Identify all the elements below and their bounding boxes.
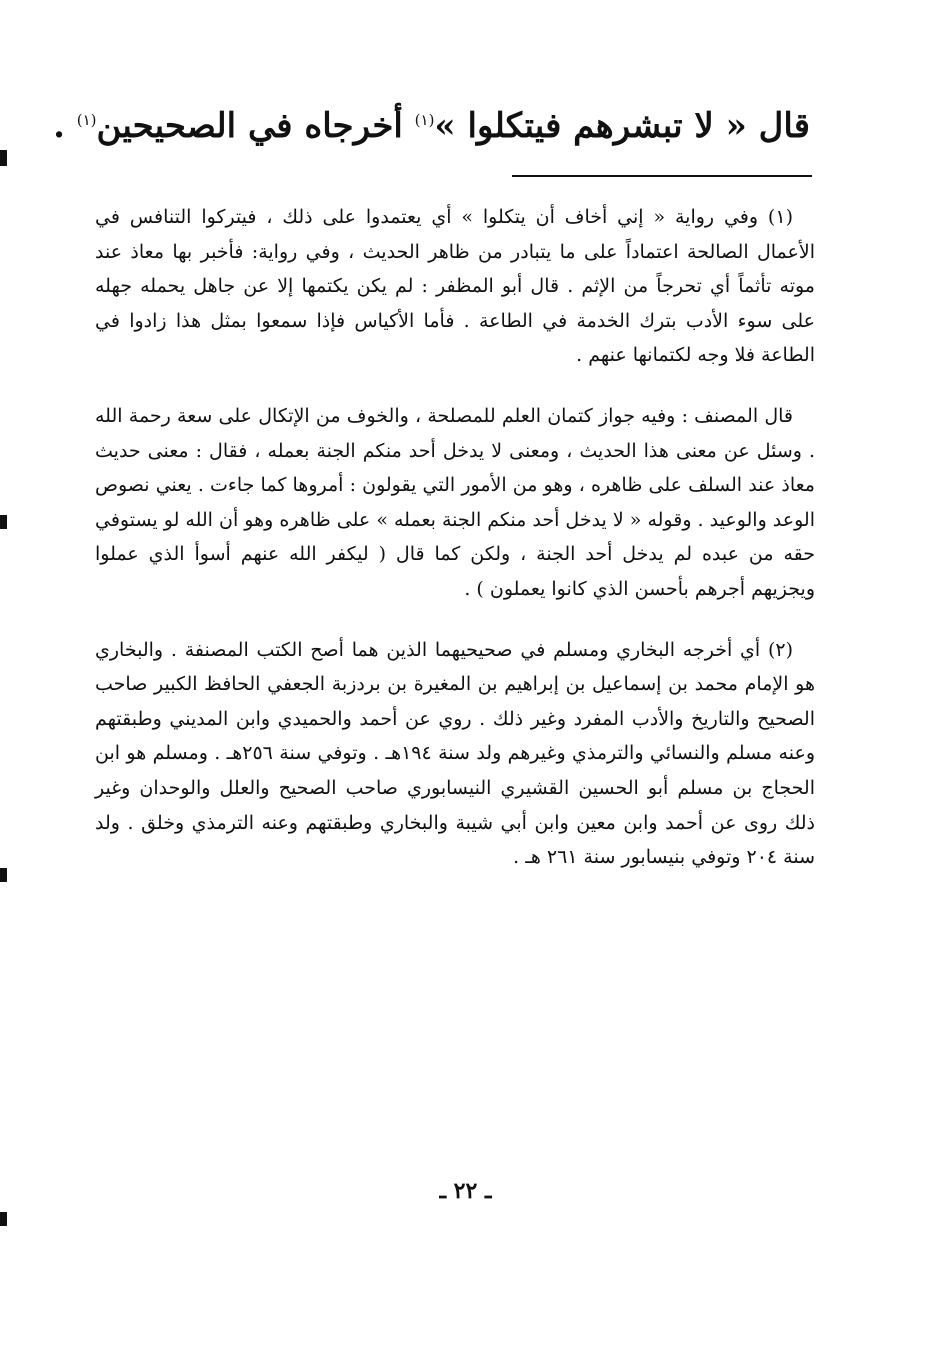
footnote-ref-2: (١) — [76, 111, 97, 129]
scan-edge-mark — [0, 515, 7, 529]
heading-text-part1: قال « لا تبشرهم فيتكلوا » — [434, 106, 810, 146]
footnote-separator — [512, 175, 812, 177]
footnote-1: (١) وفي رواية « إني أخاف أن يتكلوا » أي يعتمدوا على ذلك ، فيتركوا التنافس في الأعمال الصالحة اعتماداً على ما يتبادر من ظاهر الحديث ، وفي رواية: فأخبر بها معاذ عند موته تأثماً أي تحرجاً من الإثم . قال أبو المظفر : لم يكن يكتمها إلا عن جاهل يحمله جهله على سوء الأدب بترك الخدمة في الطاعة . فأما الأكياس فإذا سمعوا بمثل هذا زادوا في الطاعة فلا وجه لكتمانها عنهم . — [95, 206, 815, 367]
footnote-ref-1: (١) — [414, 111, 435, 129]
paragraph-gap — [95, 373, 815, 399]
scan-edge-mark — [0, 868, 7, 882]
paragraph-gap — [95, 607, 815, 633]
heading-text-part2: أخرجاه في الصحيحين — [96, 106, 415, 146]
page-number: ـ ٢٢ ـ — [439, 1178, 492, 1204]
hadith-heading — [53, 96, 810, 156]
scan-edge-mark — [0, 150, 7, 166]
footnotes-section — [95, 200, 815, 875]
heading-text-part3: . — [53, 106, 77, 146]
scan-edge-mark — [0, 1212, 7, 1226]
footnote-2: (٢) أي أخرجه البخاري ومسلم في صحيحيهما الذين هما أصح الكتب المصنفة . والبخاري هو الإمام محمد بن إسماعيل بن إبراهيم بن المغيرة بن بردزبة الجعفي الحافظ الكبير صاحب الصحيح والتاريخ والأدب المفرد وغير ذلك . روي عن أحمد والحميدي وابن المديني وطبقتهم وعنه مسلم والنسائي والترمذي وغيرهم ولد سنة ١٩٤هـ . وتوفي سنة ٢٥٦هـ . ومسلم هو ابن الحجاج بن مسلم أبو الحسين القشيري النيسابوري صاحب الصحيح والعلل والوحدان وغير ذلك روى عن أحمد وابن معين وابن أبي شيبة والبخاري وطبقتهم وعنه الترمذي وخلق . ولد سنة ٢٠٤ وتوفي بنيسابور سنة ٢٦١ هـ . — [95, 638, 815, 869]
commentary-paragraph: قال المصنف : وفيه جواز كتمان العلم للمصلحة ، والخوف من الإتكال على سعة رحمة الله . وسئل عن معنى هذا الحديث ، ومعنى لا يدخل أحد منكم الجنة بعمله ، فقال : معنى حديث معاذ عند السلف على ظاهره ، وهو من الأمور التي يقولون : أمروها كما جاءت . يعني نصوص الوعد والوعيد . وقوله « لا يدخل أحد منكم الجنة بعمله » على ظاهره وهو أن الله لو يستوفي حقه من عبده لم يدخل أحد الجنة ، ولكن كما قال ( ليكفر الله عنهم أسوأ الذي عملوا ويجزيهم أجرهم بأحسن الذي كانوا يعملون ) . — [95, 404, 815, 600]
